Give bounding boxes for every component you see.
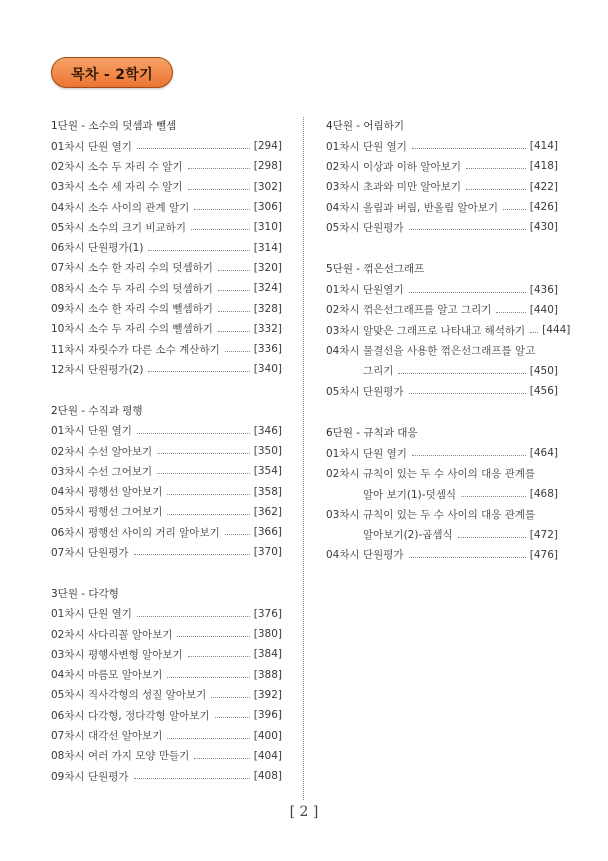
toc-entry-continued[interactable] <box>326 484 558 504</box>
page-number: [472] <box>529 528 558 541</box>
page-number: [310] <box>253 221 282 234</box>
lesson-title: 단원평가(2) <box>88 363 144 376</box>
dot-leader <box>134 553 250 555</box>
lesson-title: 대각선 알아보기 <box>88 730 163 743</box>
lesson-title-line2: 그리기 <box>363 365 394 378</box>
page-number: [384] <box>253 648 282 661</box>
page-number: [392] <box>253 688 282 701</box>
page-number: [306] <box>253 201 282 214</box>
lesson-number: 03차시 <box>51 465 85 478</box>
dot-leader <box>218 330 250 332</box>
lesson-title: 평행선 알아보기 <box>88 486 163 499</box>
toc-entry[interactable] <box>51 156 282 176</box>
page-number: [354] <box>253 465 282 478</box>
lesson-number: 05차시 <box>51 506 85 519</box>
page-number: [328] <box>253 302 282 315</box>
toc-entry[interactable] <box>51 298 282 318</box>
lesson-number: 01차시 <box>326 447 360 460</box>
dot-leader <box>412 147 526 149</box>
lesson-title: 단원평가 <box>88 546 129 559</box>
lesson-number: 06차시 <box>51 242 85 255</box>
lesson-number: 05차시 <box>51 221 85 234</box>
lesson-number: 01차시 <box>326 284 360 297</box>
lesson-number: 01차시 <box>51 140 85 153</box>
toc-entry[interactable] <box>51 502 282 522</box>
toc-entry[interactable] <box>326 300 558 320</box>
page-number: [320] <box>253 261 282 274</box>
toc-entry[interactable] <box>51 359 282 379</box>
page-number: [388] <box>253 668 282 681</box>
toc-entry[interactable] <box>51 258 282 278</box>
toc-entry[interactable] <box>326 177 558 197</box>
lesson-title: 수선 그어보기 <box>88 465 153 478</box>
page-number: [346] <box>253 424 282 437</box>
lesson-number: 12차시 <box>51 363 85 376</box>
lesson-number: 05차시 <box>326 221 360 234</box>
dot-leader <box>398 372 525 374</box>
lesson-title: 자릿수가 다른 소수 계산하기 <box>88 343 220 356</box>
page-number: [408] <box>253 770 282 783</box>
page-number: [358] <box>253 485 282 498</box>
toc-entry[interactable] <box>51 421 282 441</box>
page-number: [468] <box>529 488 558 500</box>
dot-leader <box>148 249 249 251</box>
dot-leader <box>496 311 525 313</box>
unit-heading: 6단원 - 규칙과 대응 <box>326 427 418 440</box>
toc-entry-continued[interactable] <box>326 524 558 544</box>
lesson-title: 단원 열기 <box>88 140 132 153</box>
page-number: [370] <box>253 546 282 559</box>
toc-entry[interactable] <box>326 545 558 565</box>
lesson-title: 평행선 그어보기 <box>88 506 163 519</box>
toc-entry[interactable] <box>51 542 282 562</box>
page-number: [336] <box>253 343 282 356</box>
unit-heading: 1단원 - 소수의 덧셈과 뺄셈 <box>51 120 177 132</box>
dot-leader <box>466 188 526 190</box>
dot-leader <box>215 716 250 718</box>
lesson-title-line2: 알아 보기(1)-덧셈식 <box>363 488 457 501</box>
lesson-number: 05차시 <box>326 385 360 398</box>
page-number: [294] <box>253 140 282 153</box>
toc-entry[interactable] <box>51 461 282 481</box>
toc-entry[interactable] <box>51 441 282 461</box>
lesson-title: 소수의 크기 비교하기 <box>88 221 186 234</box>
lesson-number: 09차시 <box>51 770 85 783</box>
lesson-number: 07차시 <box>51 262 85 275</box>
dot-leader <box>194 757 249 759</box>
page-number: [302] <box>253 180 282 193</box>
lesson-title-line1: 규칙이 있는 두 수 사이의 대응 관계를 <box>363 508 536 521</box>
badge-label: 목차 - 2학기 <box>71 67 153 83</box>
page-number: [376] <box>253 607 282 620</box>
dot-leader <box>188 167 250 169</box>
toc-entry[interactable] <box>326 320 571 340</box>
toc-entry[interactable] <box>326 443 558 463</box>
dot-leader <box>148 370 249 372</box>
lesson-title: 알맞은 그래프로 나타내고 해석하기 <box>363 324 526 337</box>
lesson-title: 소수 사이의 관계 알기 <box>88 201 190 214</box>
lesson-title: 단원 열기 <box>88 425 132 438</box>
page-number: [298] <box>253 160 282 173</box>
unit-heading: 4단원 - 어림하기 <box>326 120 405 132</box>
lesson-number: 08차시 <box>51 282 85 295</box>
lesson-number: 01차시 <box>326 140 360 153</box>
lesson-title: 단원열기 <box>363 284 404 297</box>
lesson-number: 02차시 <box>51 445 85 458</box>
unit4-items <box>326 136 558 237</box>
lesson-title: 소수 두 자리 수의 뺄셈하기 <box>88 323 213 336</box>
lesson-number: 05차시 <box>51 689 85 702</box>
dot-leader <box>211 696 250 698</box>
page-number: [380] <box>253 628 282 641</box>
toc-entry[interactable] <box>51 177 282 197</box>
lesson-number: 03차시 <box>326 181 360 194</box>
lesson-title-line1: 규칙이 있는 두 수 사이의 대응 관계를 <box>363 468 536 481</box>
lesson-title: 마름모 알아보기 <box>88 669 163 682</box>
page-number: [314] <box>253 241 282 254</box>
toc-entry[interactable] <box>326 156 558 176</box>
dot-leader <box>188 655 250 657</box>
page-number: [396] <box>253 709 282 722</box>
dot-leader <box>167 513 249 515</box>
lesson-title: 올림과 버림, 반올림 알아보기 <box>363 201 499 214</box>
unit5-items <box>326 279 571 340</box>
lesson-number: 04차시 <box>326 345 360 358</box>
toc-entry[interactable] <box>51 624 282 644</box>
dot-leader <box>409 392 526 394</box>
dot-leader <box>503 208 526 210</box>
dot-leader <box>137 615 250 617</box>
toc-entry[interactable] <box>326 464 558 484</box>
lesson-number: 02차시 <box>326 160 360 173</box>
lesson-number: 10차시 <box>51 323 85 336</box>
lesson-title: 소수 두 자리 수의 덧셈하기 <box>88 282 213 295</box>
lesson-title: 단원평가 <box>363 385 404 398</box>
page-number: [414] <box>529 140 558 153</box>
dot-leader <box>409 228 526 230</box>
dot-leader <box>137 147 250 149</box>
toc-entry[interactable] <box>51 278 282 298</box>
lesson-number: 04차시 <box>51 201 85 214</box>
dot-leader <box>225 350 250 352</box>
lesson-number: 02차시 <box>326 304 360 317</box>
dot-leader <box>225 533 250 535</box>
dot-leader <box>188 188 250 190</box>
lesson-number: 02차시 <box>51 160 85 173</box>
toc-entry[interactable] <box>51 217 282 237</box>
dot-leader <box>191 228 250 230</box>
lesson-title: 단원 열기 <box>363 140 407 153</box>
page-number: [422] <box>529 180 558 193</box>
lesson-title: 평행선 사이의 거리 알아보기 <box>88 526 220 539</box>
lesson-title: 꺾은선그래프를 알고 그리기 <box>363 304 492 317</box>
dot-leader <box>167 493 249 495</box>
page-number: [324] <box>253 282 282 295</box>
toc-entry[interactable] <box>326 197 558 217</box>
lesson-number: 02차시 <box>51 628 85 641</box>
lesson-title: 평행사변형 알아보기 <box>88 648 183 661</box>
lesson-title: 다각형, 정다각형 알아보기 <box>88 709 210 722</box>
dot-leader <box>134 777 250 779</box>
lesson-title: 단원 열기 <box>363 447 407 460</box>
page-number: [426] <box>529 201 558 214</box>
lesson-title: 단원평가 <box>88 770 129 783</box>
left-column <box>51 116 282 786</box>
page-number: [400] <box>253 729 282 742</box>
dot-leader <box>137 432 250 434</box>
page-number: [476] <box>529 548 558 561</box>
lesson-title: 소수 한 자리 수의 뺄셈하기 <box>88 303 213 316</box>
lesson-number: 03차시 <box>51 648 85 661</box>
toc-entry[interactable] <box>51 685 282 705</box>
dot-leader <box>167 676 249 678</box>
section-badge <box>51 57 173 88</box>
page-number: [362] <box>253 505 282 518</box>
toc-entry[interactable] <box>51 725 282 745</box>
toc-entry[interactable] <box>51 665 282 685</box>
dot-leader <box>466 167 526 169</box>
toc-entry[interactable] <box>51 604 282 624</box>
toc-entry[interactable] <box>326 279 558 299</box>
right-column <box>326 116 571 565</box>
lesson-number: 07차시 <box>51 546 85 559</box>
lesson-title-line2: 알아보기(2)-곱셈식 <box>363 529 453 542</box>
lesson-number: 03차시 <box>51 181 85 194</box>
lesson-number: 04차시 <box>326 549 360 562</box>
dot-leader <box>409 556 526 558</box>
lesson-number: 04차시 <box>51 669 85 682</box>
page-number: [404] <box>253 749 282 762</box>
lesson-title: 소수 한 자리 수의 덧셈하기 <box>88 262 213 275</box>
dot-leader <box>157 472 250 474</box>
page-number: [332] <box>253 322 282 335</box>
unit-heading: 5단원 - 꺾은선그래프 <box>326 263 425 276</box>
page-number: [436] <box>529 283 558 296</box>
page-number: [418] <box>529 160 558 173</box>
toc-entry[interactable] <box>51 136 282 156</box>
dot-leader <box>218 310 250 312</box>
toc-entry[interactable] <box>51 644 282 664</box>
dot-leader <box>194 208 249 210</box>
page-number: [456] <box>529 385 558 398</box>
page-number: [350] <box>253 445 282 457</box>
dot-leader <box>530 331 538 333</box>
dot-leader <box>157 452 250 454</box>
toc-entry[interactable] <box>326 217 558 237</box>
lesson-number: 07차시 <box>51 730 85 743</box>
dot-leader <box>458 536 526 538</box>
toc-entry[interactable] <box>51 766 282 786</box>
lesson-number: 03차시 <box>326 508 360 521</box>
lesson-title: 단원평가 <box>363 549 404 562</box>
lesson-title: 단원평가(1) <box>88 242 144 255</box>
lesson-title: 초과와 미만 알아보기 <box>363 181 461 194</box>
lesson-title: 단원 열기 <box>88 608 132 621</box>
toc-entry[interactable] <box>51 746 282 766</box>
lesson-title: 소수 세 자리 수 알기 <box>88 181 183 194</box>
dot-leader <box>409 291 526 293</box>
page-number: [430] <box>529 221 558 234</box>
lesson-number: 08차시 <box>51 750 85 763</box>
page-number: [440] <box>529 303 558 316</box>
toc-entry[interactable] <box>51 237 282 257</box>
dot-leader <box>177 635 249 637</box>
lesson-number: 02차시 <box>326 468 360 481</box>
dot-leader <box>167 737 249 739</box>
toc-entry[interactable] <box>51 319 282 339</box>
lesson-number: 01차시 <box>51 425 85 438</box>
lesson-title: 단원평가 <box>363 221 404 234</box>
page-footer-number: [ 2 ] <box>289 804 319 820</box>
toc-entry[interactable] <box>51 522 282 542</box>
page-number: [340] <box>253 363 282 376</box>
dot-leader <box>218 269 250 271</box>
lesson-number: 03차시 <box>326 324 360 337</box>
lesson-title: 사다리꼴 알아보기 <box>88 628 173 641</box>
lesson-title: 소수 두 자리 수 알기 <box>88 160 183 173</box>
lesson-number: 04차시 <box>326 201 360 214</box>
lesson-number: 11차시 <box>51 343 85 356</box>
lesson-number: 09차시 <box>51 303 85 316</box>
page-number: [444] <box>542 324 571 337</box>
lesson-title: 직사각형의 성질 알아보기 <box>88 689 207 702</box>
lesson-title-line1: 물결선을 사용한 꺾은선그래프를 알고 <box>363 345 536 358</box>
toc-entry[interactable] <box>326 504 558 524</box>
lesson-number: 06차시 <box>51 526 85 539</box>
toc-entry[interactable] <box>51 339 282 359</box>
column-divider <box>303 117 304 800</box>
toc-entry[interactable] <box>51 705 282 725</box>
page-number: [450] <box>529 364 558 377</box>
page-number: [366] <box>253 526 282 539</box>
lesson-number: 01차시 <box>51 608 85 621</box>
toc-entry[interactable] <box>326 340 558 360</box>
dot-leader <box>218 289 250 291</box>
toc-entry[interactable] <box>326 381 558 401</box>
lesson-title: 여러 가지 모양 만들기 <box>88 750 190 763</box>
page-number: [464] <box>529 447 558 460</box>
toc-entry[interactable] <box>51 197 282 217</box>
dot-leader <box>412 454 526 456</box>
lesson-title: 이상과 이하 알아보기 <box>363 160 461 173</box>
toc-entry[interactable] <box>51 481 282 501</box>
dot-leader <box>461 495 526 497</box>
toc-entry-continued[interactable] <box>326 361 558 381</box>
unit-heading: 2단원 - 수직과 평행 <box>51 404 143 417</box>
lesson-number: 04차시 <box>51 486 85 499</box>
lesson-title: 수선 알아보기 <box>88 445 153 458</box>
toc-entry[interactable] <box>326 136 558 156</box>
unit-heading: 3단원 - 다각형 <box>51 587 119 600</box>
lesson-number: 06차시 <box>51 709 85 722</box>
